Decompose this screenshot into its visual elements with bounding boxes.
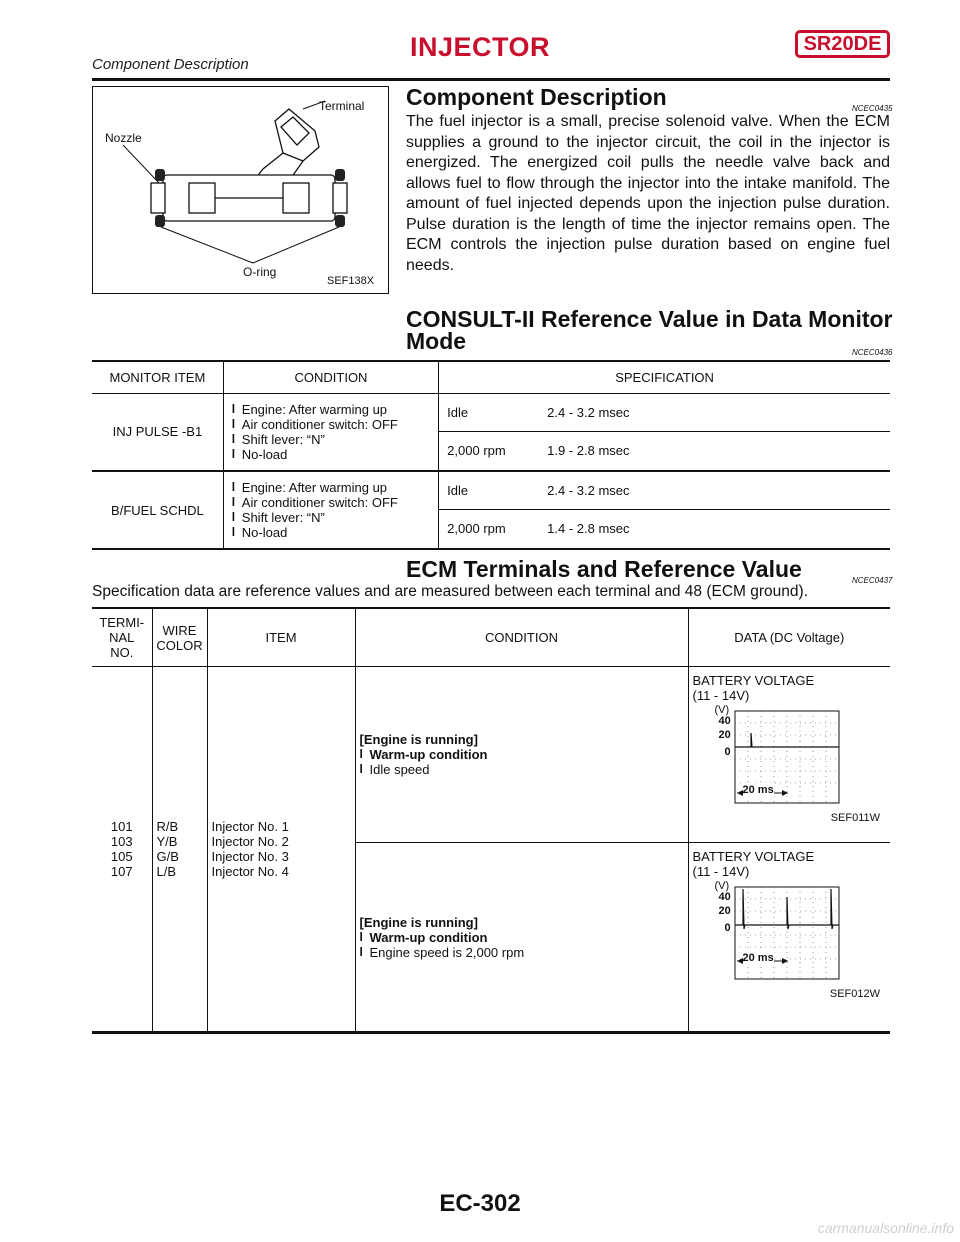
page-section-title: INJECTOR [409, 32, 551, 62]
scope-waveform-2000rpm [713, 879, 841, 981]
col-monitor-item: MONITOR ITEM [92, 361, 223, 393]
data-cell-2000rpm [688, 843, 890, 1033]
header-rule [92, 78, 890, 81]
col-condition: CONDITION [223, 361, 438, 393]
consult-title-line1: CONSULT-II Reference Value in Data Monitor [406, 306, 893, 332]
condition-cell-2000rpm [355, 843, 688, 1033]
condition-list [223, 393, 438, 471]
data-range: (11 - 14V) [692, 864, 750, 879]
spec-cell [439, 431, 890, 471]
injector-figure [92, 86, 389, 294]
scope-tick: 0 [724, 746, 731, 758]
condition-list [223, 471, 438, 549]
consult-code: NCEC0436 [852, 348, 893, 357]
condition-item: l Warm-up condition [360, 747, 688, 762]
spec-value: 2.4 - 3.2 msec [547, 482, 630, 498]
data-cell-idle [688, 667, 890, 843]
ecm-table [92, 607, 890, 1034]
scope-tick: 20 [718, 905, 731, 917]
spec-condition: 2,000 rpm [447, 521, 506, 537]
scope-unit: (V) [714, 704, 730, 716]
scope-tick: 20 [718, 729, 731, 741]
component-description: The fuel injector is a small, precise solenoid valve. When the ECM supplies a ground to the injector circuit, the coil in the injector is energized. The energized coil pulls the needle valve back and allows fuel to flow through the injector into the intake manifold. The amount of fuel injected depends upon the injection pulse duration. Pulse duration is the length of time the injector remains open. The ECM controls the injection pulse duration based on engine fuel needs. [406, 113, 890, 274]
component-code: NCEC0435 [852, 104, 893, 113]
scope-waveform-idle [713, 703, 841, 805]
page-number: EC-302 [439, 1190, 521, 1217]
condition-header: [Engine is running] [359, 914, 478, 930]
spec-condition: 2,000 rpm [447, 443, 506, 459]
condition-item: l Shift lever: “N” [232, 510, 430, 525]
watermark: carmanualsonline.info [817, 1220, 954, 1236]
scope-time: 20 ms [742, 952, 774, 964]
engine-badge: SR20DE [795, 30, 890, 58]
injector-items: Injector No. 1 Injector No. 2 Injector No. 3 Injector No. 4 [207, 667, 355, 1033]
injector-illustration [93, 87, 390, 295]
spec-cell [439, 471, 890, 509]
scope-tick: 40 [718, 891, 731, 903]
spec-condition: Idle [447, 482, 469, 498]
figure-code: SEF138X [327, 275, 375, 287]
spec-condition: Idle [447, 404, 469, 420]
table-row [92, 471, 890, 509]
condition-cell-idle [355, 667, 688, 843]
spec-cell [439, 509, 890, 549]
data-range: (11 - 14V) [692, 688, 750, 703]
terminal-label: Terminal [319, 99, 365, 113]
condition-item: l No-load [232, 447, 430, 462]
page-subtitle: Component Description [92, 56, 249, 73]
scope-tick: 0 [724, 922, 731, 934]
col-terminal: TERMI- NAL NO. [92, 608, 152, 667]
condition-header: [Engine is running] [359, 732, 478, 747]
monitor-item: B/FUEL SCHDL [111, 502, 204, 518]
oscilloscope-2000rpm [713, 879, 841, 981]
col-wire-color: WIRE COLOR [152, 608, 207, 667]
monitor-item: INJ PULSE -B1 [92, 393, 223, 471]
condition-item: l Air conditioner switch: OFF [232, 495, 430, 510]
data-line: BATTERY VOLTAGE [692, 673, 815, 688]
oscilloscope-idle [713, 703, 841, 805]
oring-label: O-ring [243, 265, 277, 279]
table-row [92, 667, 890, 843]
spec-value: 1.4 - 2.8 msec [547, 521, 630, 537]
condition-item: l Engine speed is 2,000 rpm [360, 945, 688, 960]
component-title: Component Description [406, 84, 667, 110]
scope-time: 20 ms [742, 784, 774, 796]
wire-colors: R/B Y/B G/B L/B [152, 667, 207, 1033]
table-row [92, 393, 890, 431]
scope-code: SEF012W [829, 988, 880, 1000]
consult-table [92, 360, 890, 550]
condition-item: l Idle speed [360, 762, 688, 777]
col-data: DATA (DC Voltage) [688, 608, 890, 667]
col-condition: CONDITION [355, 608, 688, 667]
condition-item: l Air conditioner switch: OFF [232, 417, 430, 432]
col-specification: SPECIFICATION [439, 361, 890, 393]
scope-unit: (V) [714, 880, 730, 892]
ecm-intro: Specification data are reference values and are measured between each terminal and 48 (ECM ground). [92, 583, 808, 600]
scope-tick: 40 [718, 715, 731, 727]
ecm-title: ECM Terminals and Reference Value [406, 556, 802, 582]
condition-item: l Warm-up condition [360, 930, 688, 945]
col-item: ITEM [207, 608, 355, 667]
scope-code: SEF011W [830, 812, 880, 824]
condition-item: l Shift lever: “N” [232, 432, 430, 447]
spec-value: 1.9 - 2.8 msec [547, 443, 630, 459]
spec-value: 2.4 - 3.2 msec [547, 404, 630, 420]
condition-item: l Engine: After warming up [232, 402, 430, 417]
terminal-numbers: 101 103 105 107 [110, 819, 133, 879]
condition-item: l Engine: After warming up [232, 480, 430, 495]
condition-item: l No-load [232, 525, 430, 540]
spec-cell [439, 393, 890, 431]
data-line: BATTERY VOLTAGE [692, 849, 815, 864]
consult-title-line2: Mode [406, 328, 467, 354]
nozzle-label: Nozzle [105, 131, 142, 145]
ecm-code: NCEC0437 [852, 576, 893, 585]
